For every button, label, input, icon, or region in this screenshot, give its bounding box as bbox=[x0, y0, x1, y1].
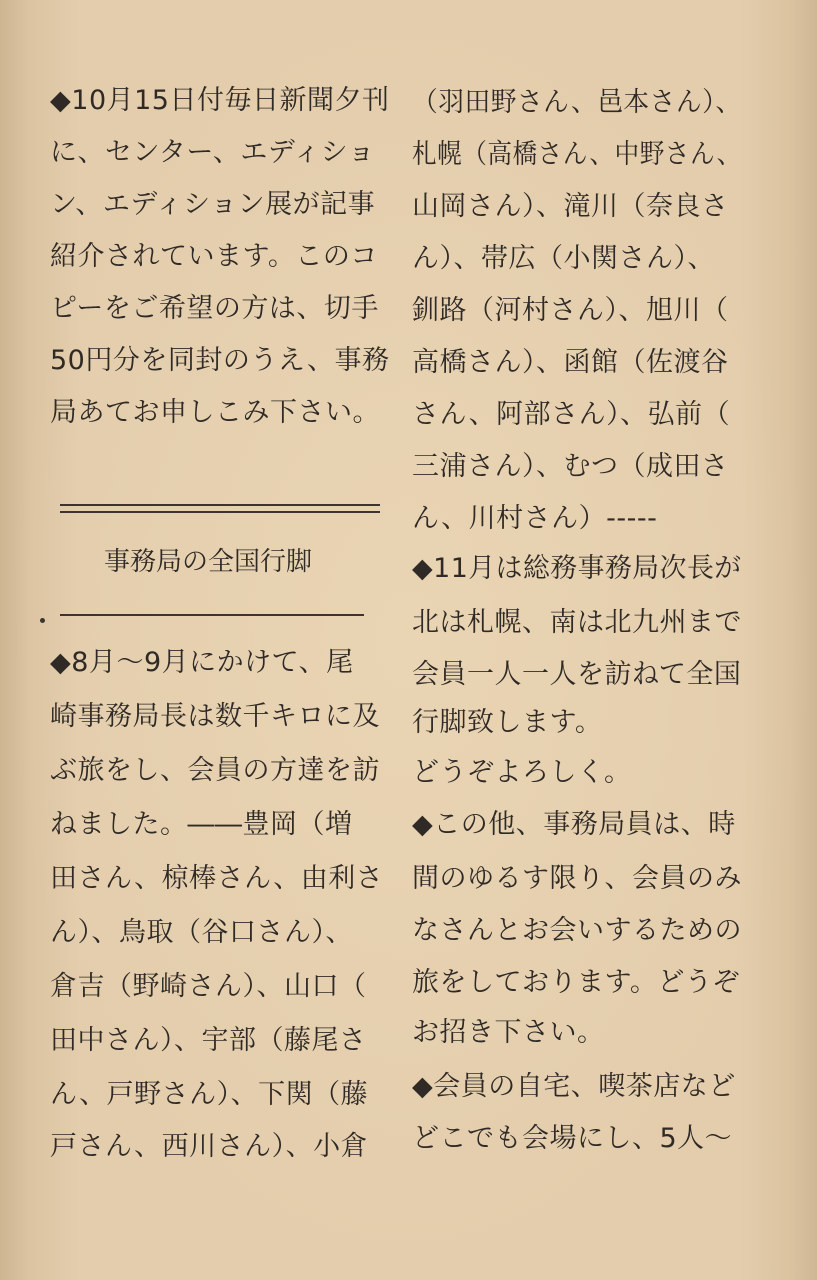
body-line: どこでも会場にし、5人～ bbox=[412, 1123, 733, 1154]
notice-line: ン、エディション展が記事 bbox=[50, 189, 376, 220]
body-line: ん）、帯広（小関さん）、 bbox=[412, 243, 715, 274]
tour-line: 田さん、椋棒さん、由利さ bbox=[50, 863, 384, 894]
notice-line: に、センター、エディショ bbox=[50, 137, 376, 168]
tour-line: ◆8月～9月にかけて、尾 bbox=[50, 647, 354, 678]
body-line: さん、阿部さん）、弘前（ bbox=[412, 399, 731, 430]
notice-line: 紹介されています。このコ bbox=[50, 241, 378, 272]
body-line: 北は札幌、南は北九州まで bbox=[412, 607, 742, 638]
body-line: 会員一人一人を訪ねて全国 bbox=[412, 659, 742, 690]
body-line: なさんとお会いするための bbox=[412, 915, 742, 946]
body-line: ◆この他、事務局員は、時 bbox=[412, 809, 736, 840]
tour-line: 田中さん）、宇部（藤尾さ bbox=[50, 1025, 367, 1056]
body-line: 間のゆるす限り、会員のみ bbox=[412, 863, 742, 894]
stray-ink-mark bbox=[40, 618, 45, 623]
tour-line: 戸さん、西川さん）、小倉 bbox=[50, 1131, 369, 1162]
tour-line: 倉吉（野崎さん）、山口（ bbox=[50, 971, 367, 1002]
body-line: お招き下さい。 bbox=[412, 1017, 605, 1048]
double-rule-top bbox=[60, 504, 380, 506]
notice-line: ピーをご希望の方は、切手 bbox=[50, 293, 379, 324]
section-heading: 事務局の全国行脚 bbox=[104, 547, 313, 577]
double-rule-bottom bbox=[60, 511, 380, 513]
tour-line: ん、戸野さん）、下関（藤 bbox=[50, 1079, 369, 1110]
notice-line: 局あてお申しこみ下さい。 bbox=[50, 397, 380, 428]
notice-line: ◆10月15日付毎日新聞夕刊 bbox=[50, 85, 390, 116]
body-line: 三浦さん）、むつ（成田さ bbox=[412, 451, 729, 482]
body-line: ん、川村さん）----- bbox=[412, 503, 658, 534]
body-line: （羽田野さん、邑本さん）、 bbox=[412, 87, 742, 118]
body-line: 行脚致します。 bbox=[412, 707, 603, 738]
body-line: ◆11月は総務事務局次長が bbox=[412, 553, 742, 584]
body-line: どうぞよろしく。 bbox=[412, 757, 632, 788]
body-line: 旅をしております。どうぞ bbox=[412, 967, 740, 998]
heading-underline bbox=[60, 614, 364, 616]
notice-line: 50円分を同封のうえ、事務 bbox=[50, 345, 390, 376]
tour-line: 崎事務局長は数千キロに及 bbox=[50, 701, 380, 732]
body-line: 山岡さん）、滝川（奈良さ bbox=[412, 191, 729, 222]
body-line: 釧路（河村さん）、旭川（ bbox=[412, 295, 729, 326]
body-line: 高橋さん）、函館（佐渡谷 bbox=[412, 347, 729, 378]
body-line: ◆会員の自宅、喫茶店など bbox=[412, 1071, 736, 1102]
tour-line: ぶ旅をし、会員の方達を訪 bbox=[50, 755, 380, 786]
body-line: 札幌（高橋さん、中野さん、 bbox=[412, 139, 742, 170]
tour-line: ん）、鳥取（谷口さん）、 bbox=[50, 917, 353, 948]
tour-line: ねました。――豊岡（増 bbox=[50, 809, 353, 840]
